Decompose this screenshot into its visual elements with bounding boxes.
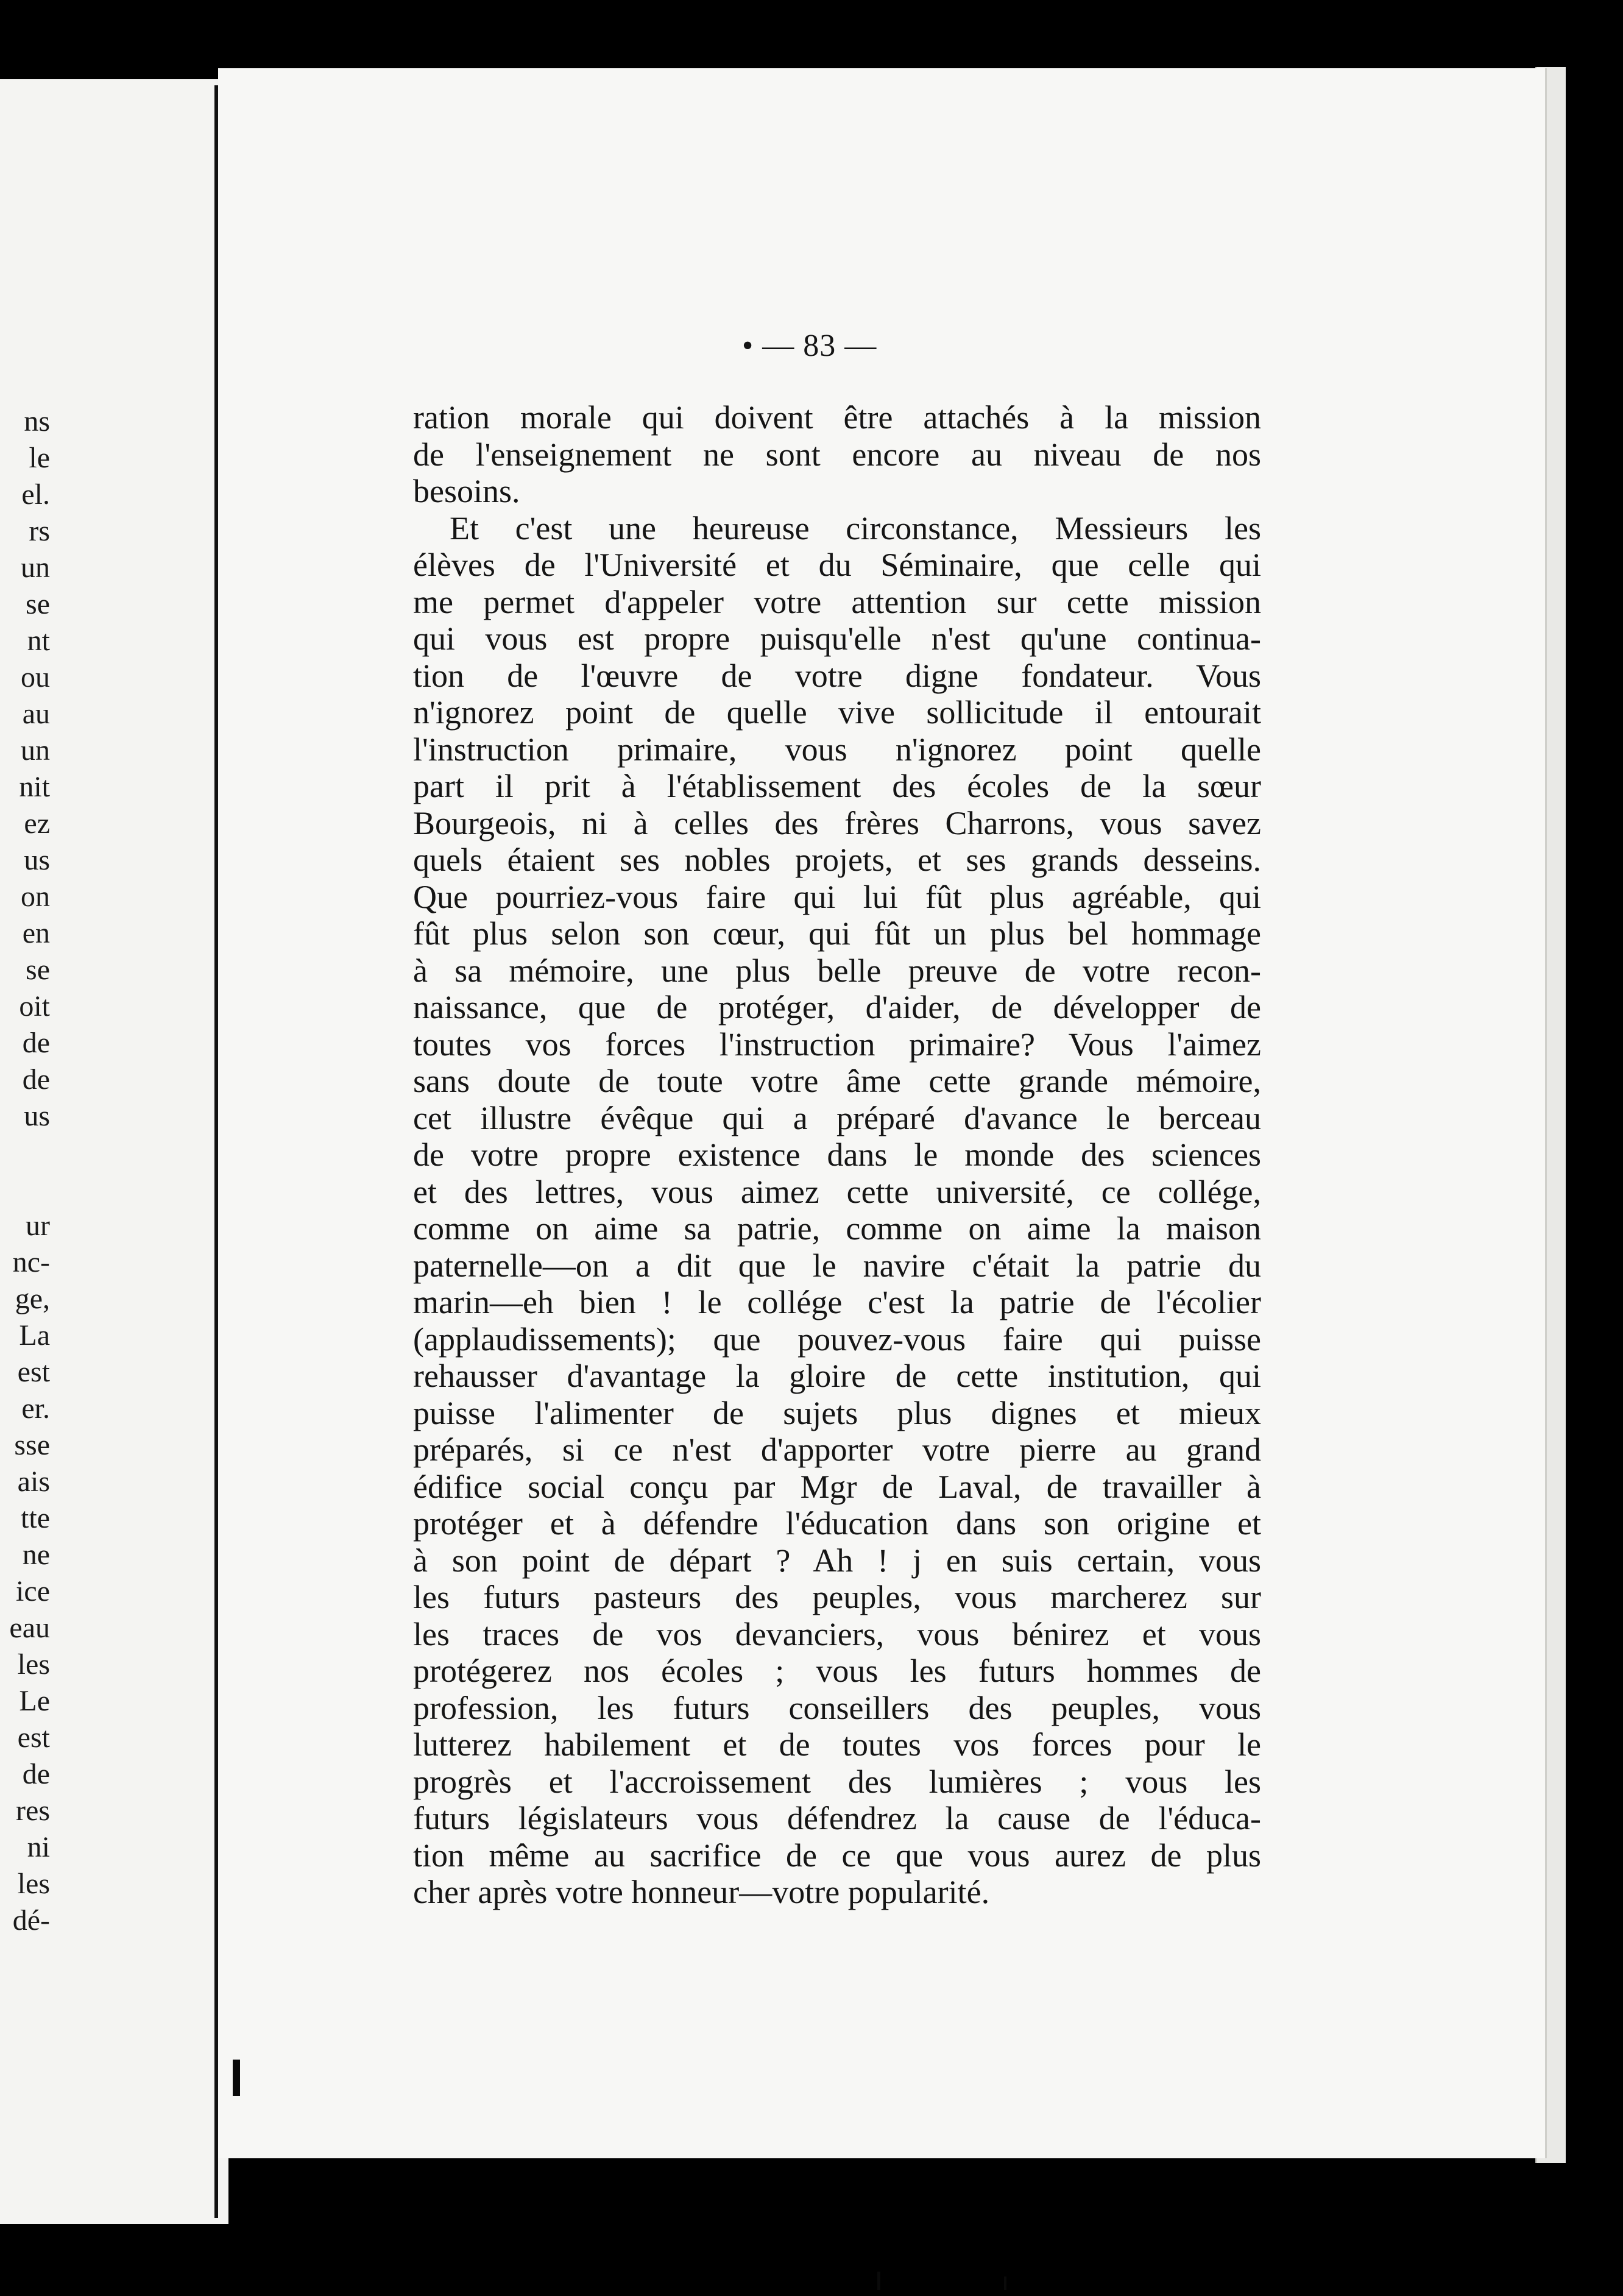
scan-speck xyxy=(1004,2277,1006,2290)
facing-page-fragment: eau xyxy=(9,1612,50,1644)
facing-page-fragment: ez xyxy=(24,807,50,840)
text-line: Bourgeois, ni à celles des frères Charrons, vous savez xyxy=(413,804,1261,842)
text-line: comme on aime sa patrie, comme on aime la maison xyxy=(413,1210,1261,1247)
text-line: Et c'est une heureuse circonstance, Messieurs les xyxy=(450,509,1261,547)
text-line: (applaudissements); que pouvez-vous faire qui puisse xyxy=(413,1320,1261,1358)
facing-page-fragment: us xyxy=(24,844,50,876)
facing-page-fragment: le xyxy=(29,442,50,474)
body-text xyxy=(413,399,1261,1911)
text-line: l'instruction primaire, vous n'ignorez point quelle xyxy=(413,731,1261,768)
facing-page-fragment: dé- xyxy=(12,1904,50,1936)
facing-page-fragment: La xyxy=(19,1319,50,1352)
facing-page-fragment: rs xyxy=(29,515,50,547)
text-line: progrès et l'accroissement des lumières ; vous les xyxy=(413,1763,1261,1800)
facing-page-fragment: les xyxy=(17,1648,50,1681)
text-line: part il prit à l'établissement des écoles de la sœur xyxy=(413,768,1261,804)
text-line: quels étaient ses nobles projets, et ses grands desseins. xyxy=(413,842,1261,878)
facing-page-fragment: Le xyxy=(19,1685,50,1717)
text-line: n'ignorez point de quelle vive sollicitude il entourait xyxy=(413,694,1261,731)
facing-page-fragment: oit xyxy=(19,990,50,1022)
text-line: profession, les futurs conseillers des peuples, vous xyxy=(413,1689,1261,1726)
page-number: • — 83 — xyxy=(742,328,877,363)
facing-page-fragment: ns xyxy=(24,405,50,438)
facing-page-fragment: ice xyxy=(16,1575,50,1607)
text-line: protéger et à défendre l'éducation dans son origine et xyxy=(413,1505,1261,1542)
text-line: protégerez nos écoles ; vous les futurs hommes de xyxy=(413,1653,1261,1689)
text-line: ration morale qui doivent être attachés à la mission xyxy=(413,399,1261,436)
facing-page-fragment: on xyxy=(21,880,50,913)
text-line: édifice social conçu par Mgr de Laval, de travailler à xyxy=(413,1468,1261,1505)
facing-page-fragment: ais xyxy=(17,1465,50,1498)
facing-page-fragment: ne xyxy=(22,1539,50,1571)
text-line: tion de l'œuvre de votre digne fondateur. Vous xyxy=(413,657,1261,694)
facing-page-fragment: est xyxy=(17,1721,50,1754)
text-line: préparés, si ce n'est d'apporter votre pierre au grand xyxy=(413,1431,1261,1468)
text-line: et des lettres, vous aimez cette université, ce collége, xyxy=(413,1173,1261,1210)
facing-page-fragment: en xyxy=(22,917,50,949)
text-line: les futurs pasteurs des peuples, vous marcherez sur xyxy=(413,1579,1261,1615)
text-line: les traces de vos devanciers, vous bénirez et vous xyxy=(413,1615,1261,1653)
facing-page-fragment: tte xyxy=(21,1502,50,1534)
text-line: naissance, que de protéger, d'aider, de développer de xyxy=(413,989,1261,1026)
text-line: futurs législateurs vous défendrez la cause de l'éduca- xyxy=(413,1800,1261,1837)
text-line: fût plus selon son cœur, qui fût un plus bel hommage xyxy=(413,915,1261,952)
text-line: rehausser d'avantage la gloire de cette institution, qui xyxy=(413,1358,1261,1394)
facing-page-fragment: ou xyxy=(21,661,50,693)
text-line: qui vous est propre puisqu'elle n'est qu'une continua- xyxy=(413,620,1261,657)
text-line: toutes vos forces l'instruction primaire? Vous l'aimez xyxy=(413,1026,1261,1063)
facing-page-fragment: de xyxy=(22,1063,50,1096)
facing-page-fragment: nit xyxy=(19,771,50,803)
text-line: marin—eh bien ! le collége c'est la patrie de l'écolier xyxy=(413,1284,1261,1320)
facing-page-fragment: ur xyxy=(26,1210,50,1242)
text-line: sans doute de toute votre âme cette grande mémoire, xyxy=(413,1063,1261,1099)
text-line: cet illustre évêque qui a préparé d'avance le berceau xyxy=(413,1099,1261,1136)
facing-page-fragment: au xyxy=(22,698,50,730)
facing-page-fragment: er. xyxy=(21,1392,50,1425)
facing-page-fragment: de xyxy=(22,1027,50,1059)
facing-page-fragment: un xyxy=(21,734,50,767)
facing-page-text-fragments xyxy=(0,403,50,1939)
facing-page-fragment xyxy=(0,1135,50,1171)
text-line: à son point de départ ? Ah ! j en suis certain, vous xyxy=(413,1542,1261,1579)
text-line: paternelle—on a dit que le navire c'était la patrie du xyxy=(413,1247,1261,1284)
facing-page-fragment: se xyxy=(26,954,50,986)
text-line: à sa mémoire, une plus belle preuve de votre recon- xyxy=(413,952,1261,989)
text-line: me permet d'appeler votre attention sur cette mission xyxy=(413,583,1261,620)
facing-page-fragment: ge, xyxy=(15,1283,50,1315)
text-line: besoins. xyxy=(413,473,520,509)
facing-page-fragment: se xyxy=(26,588,50,620)
text-line: de votre propre existence dans le monde des sciences xyxy=(413,1136,1261,1173)
facing-page-fragment: us xyxy=(24,1100,50,1132)
text-line: cher après votre honneur—votre popularité. xyxy=(413,1874,990,1910)
facing-page-fragment: de xyxy=(22,1758,50,1790)
text-line: Que pourriez-vous faire qui lui fût plus agréable, qui xyxy=(413,878,1261,915)
facing-page-edge xyxy=(0,79,228,2224)
text-line: tion même au sacrifice de ce que vous aurez de plus xyxy=(413,1837,1261,1874)
facing-page-fragment: sse xyxy=(14,1429,50,1461)
scan-speck xyxy=(877,2272,880,2290)
scan-speck xyxy=(233,2060,240,2096)
facing-page-fragment xyxy=(0,1171,50,1208)
facing-page-fragment: les xyxy=(17,1868,50,1900)
text-line: élèves de l'Université et du Séminaire, que celle qui xyxy=(413,547,1261,583)
text-line: lutterez habilement et de toutes vos forces pour le xyxy=(413,1726,1261,1763)
text-line: de l'enseignement ne sont encore au niveau de nos xyxy=(413,436,1261,473)
facing-page-fragment: un xyxy=(21,551,50,584)
facing-page-fragment: est xyxy=(17,1356,50,1388)
facing-page-fragment: res xyxy=(16,1795,50,1827)
facing-page-fragment: nt xyxy=(27,625,50,657)
facing-page-fragment: el. xyxy=(21,478,50,511)
text-line: puisse l'alimenter de sujets plus dignes et mieux xyxy=(413,1394,1261,1431)
facing-page-fragment: nc- xyxy=(12,1246,50,1278)
facing-page-fragment: ni xyxy=(27,1831,50,1863)
